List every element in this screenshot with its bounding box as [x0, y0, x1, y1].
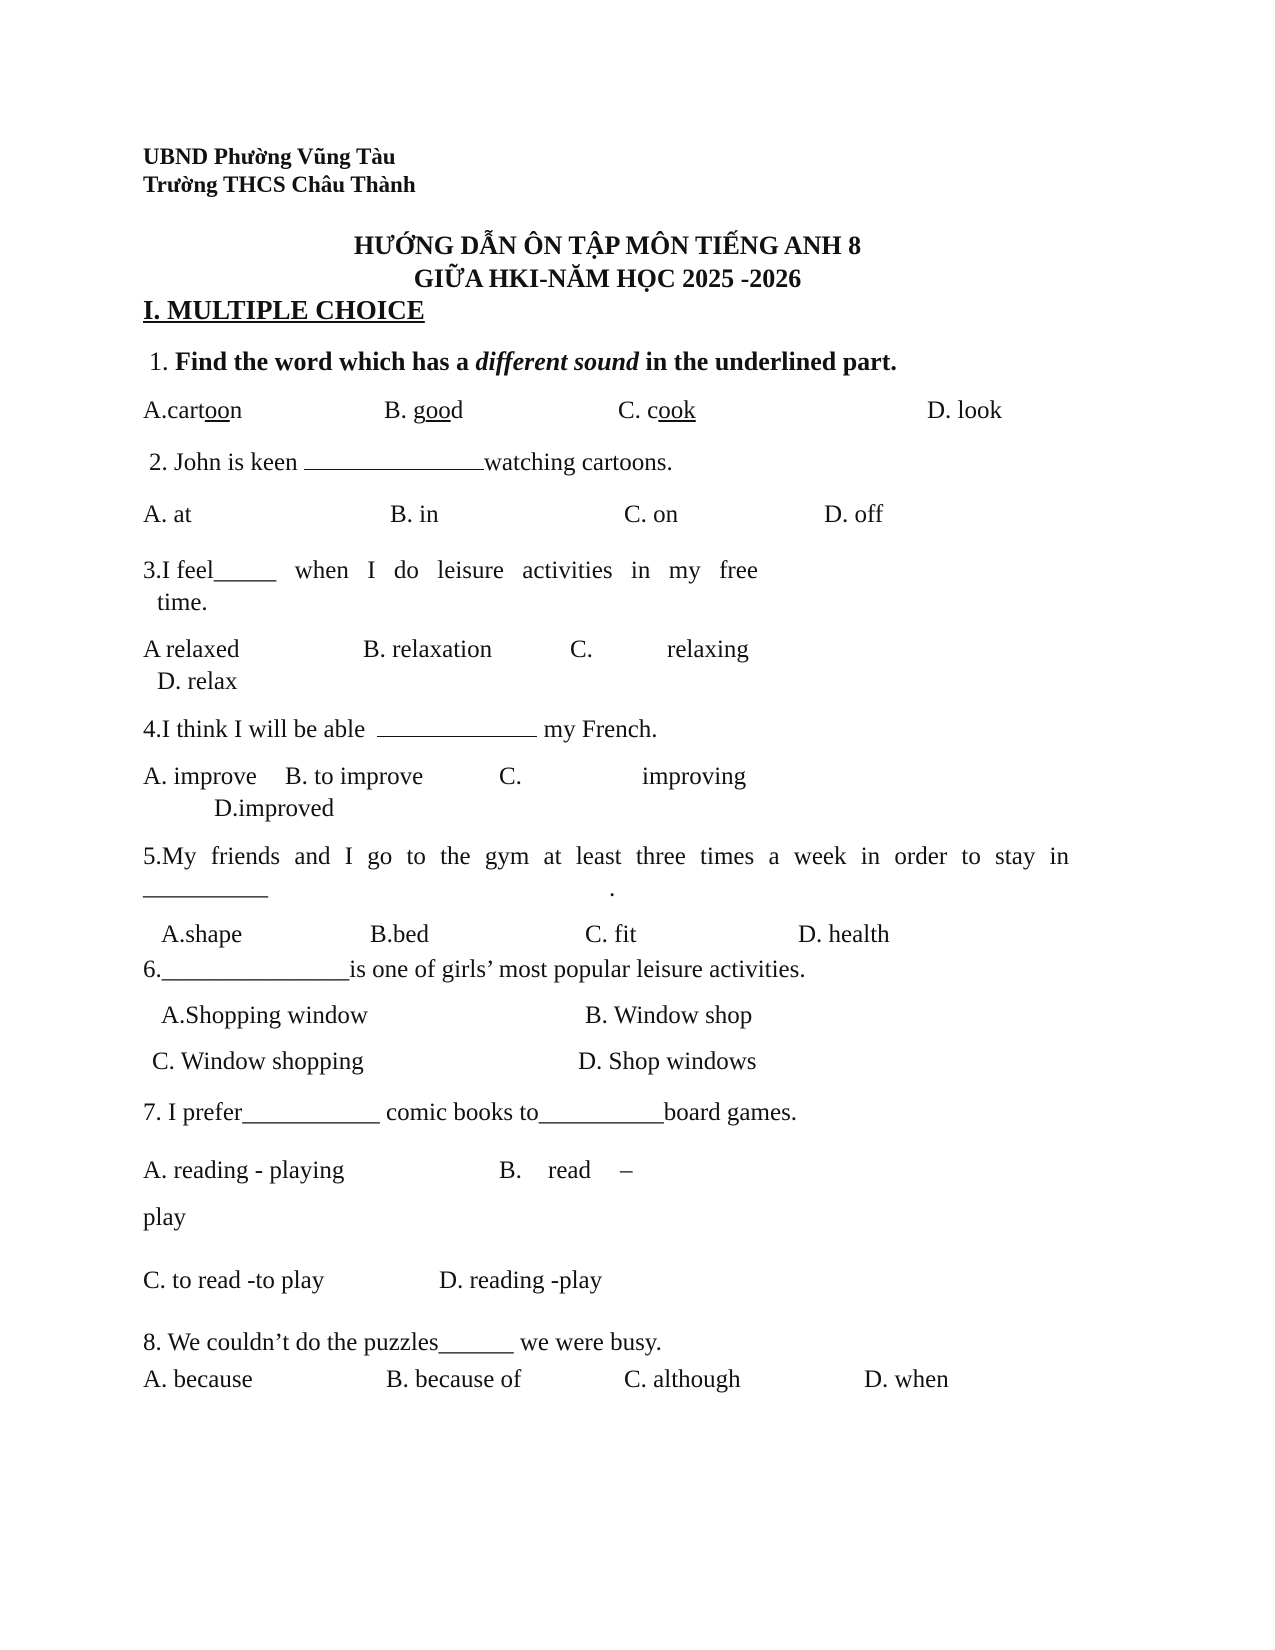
q6-option-c: C. Window shopping	[152, 1048, 364, 1075]
question-8: 8. We couldn’t do the puzzles______ we were busy.	[143, 1329, 662, 1356]
question-2: 2. John is keen watching cartoons.	[149, 449, 673, 476]
q4-option-a: A. improve	[143, 763, 257, 790]
question-number: 1.	[149, 347, 169, 376]
q7-option-a: A. reading - playing	[143, 1157, 345, 1184]
q5-option-c: C. fit	[585, 921, 637, 948]
q8-option-a: A. because	[143, 1366, 253, 1393]
question-5-blank: __________	[143, 873, 268, 900]
q2-option-d: D. off	[824, 501, 884, 528]
q6-option-b: B. Window shop	[585, 1002, 753, 1029]
q8-option-d: D. when	[864, 1366, 949, 1393]
question-prompt-end: in the underlined part.	[639, 347, 897, 376]
q7-option-c: C. to read -to play	[143, 1267, 325, 1294]
q8-option-b: B. because of	[386, 1366, 522, 1393]
q3-option-d: D. relax	[157, 668, 238, 695]
q2-option-a: A. at	[143, 501, 192, 528]
q5-option-b: B.bed	[370, 921, 430, 948]
q4-option-b: B. to improve	[285, 763, 424, 790]
q5-option-d: D. health	[798, 921, 890, 948]
question-7: 7. I prefer___________ comic books to__________board games.	[143, 1099, 798, 1126]
answer-blank	[304, 449, 484, 470]
q6-option-d: D. Shop windows	[578, 1048, 757, 1075]
question-3-continued: time.	[157, 589, 208, 616]
q3-option-a: A relaxed	[143, 636, 240, 663]
question-5: 5.My friends and I go to the gym at least three times a week in order to stay in	[143, 843, 1069, 870]
q7-option-b-dash: –	[620, 1157, 633, 1184]
q4-option-c-label: C.	[499, 763, 522, 790]
q5-option-a: A.shape	[161, 921, 243, 948]
question-5-period: .	[609, 875, 616, 902]
q3-option-c-label: C.	[570, 636, 593, 663]
q4-option-c: improving	[642, 763, 747, 790]
q8-option-c: C. although	[624, 1366, 741, 1393]
q1-option-d: D. look	[927, 397, 1002, 424]
question-3: 3.I feel_____ when I do leisure activities in my free	[143, 557, 758, 584]
q7-option-b-label: B.	[499, 1157, 522, 1184]
title-line-2: GIỮA HKI-NĂM HỌC 2025 -2026	[413, 264, 802, 293]
section-title: I. MULTIPLE CHOICE	[143, 295, 425, 325]
question-6: 6._______________is one of girls’ most popular leisure activities.	[143, 956, 806, 983]
question-prompt: Find the word which has a	[175, 347, 476, 376]
q7-option-b: read	[548, 1157, 592, 1184]
question-4: 4.I think I will be able my French.	[143, 716, 658, 743]
answer-blank	[377, 716, 537, 737]
q3-option-c: relaxing	[667, 636, 749, 663]
header-line-2: Trường THCS Châu Thành	[143, 172, 416, 197]
q1-option-a: A.cartoon	[143, 397, 243, 424]
header-line-1: UBND Phường Vũng Tàu	[143, 144, 396, 169]
question-1	[149, 346, 897, 377]
q2-option-b: B. in	[390, 501, 439, 528]
q4-option-d: D.improved	[214, 795, 335, 822]
q1-option-c: C. cook	[618, 397, 696, 424]
title-line-1: HƯỚNG DẪN ÔN TẬP MÔN TIẾNG ANH 8	[353, 231, 862, 260]
question-prompt-emphasis: different sound	[475, 347, 639, 376]
q6-option-a: A.Shopping window	[161, 1002, 368, 1029]
q2-option-c: C. on	[624, 501, 679, 528]
q7-option-b-continued: play	[143, 1204, 187, 1231]
q3-option-b: B. relaxation	[363, 636, 493, 663]
q7-option-d: D. reading -play	[439, 1267, 603, 1294]
q1-option-b: B. good	[384, 397, 464, 424]
